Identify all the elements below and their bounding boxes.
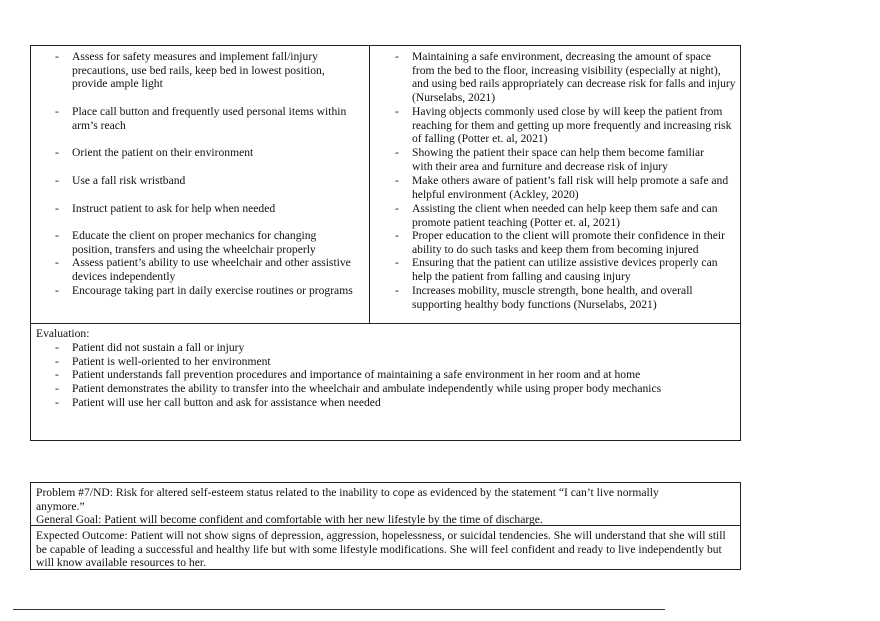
evaluation-item: - Patient is well-oriented to her environment (55, 354, 271, 368)
rationale-item: - Make others aware of patient’s fall risk will help promote a safe and helpful environment (Ackley, 2020) (395, 174, 729, 201)
rationale-item: - Maintaining a safe environment, decreasing the amount of space from the bed to the floor, increasing visibility (especially at night), and using bed rails appropriately can decrease risk for falls and injury (Nurselabs, 2021) (395, 50, 736, 105)
intervention-item: - Assess for safety measures and implement fall/injury precautions, use bed rails, keep bed in lowest position, provide ample light (55, 50, 325, 91)
problem-statement: Problem #7/ND: Risk for altered self-esteem status related to the inability to cope as evidenced by the statement “I can’t live normally anymore.” (36, 486, 659, 513)
intervention-item: - Use a fall risk wristband (55, 174, 186, 187)
intervention-item: - Assess patient’s ability to use wheelchair and other assistive devices independently (55, 256, 351, 283)
evaluation-heading: Evaluation: (36, 327, 90, 340)
evaluation-item: - Patient did not sustain a fall or injury (55, 341, 245, 354)
rationale-item: - Showing the patient their space can help them become familiar with their area and furniture and decrease risk of injury (395, 146, 704, 173)
rationale-item: - Assisting the client when needed can help keep them safe and can promote patient teaching (Potter et. al, 2021) (395, 202, 718, 229)
evaluation-item: - Patient will use her call button and ask for assistance when needed (55, 395, 381, 409)
column-divider (369, 45, 370, 324)
rationale-item: - Increases mobility, muscle strength, bone health, and overall supporting healthy body functions (Nurselabs, 2021) (395, 284, 693, 311)
problem-box (30, 482, 741, 526)
intervention-item: - Place call button and frequently used personal items within arm’s reach (55, 105, 347, 132)
general-goal: General Goal: Patient will become confident and comfortable with her new lifestyle by the time of discharge. (36, 513, 543, 527)
footer-rule (13, 609, 665, 610)
evaluation-item: - Patient demonstrates the ability to transfer into the wheelchair and ambulate independently while using proper body mechanics (55, 382, 662, 396)
intervention-item: - Instruct patient to ask for help when needed (55, 202, 276, 215)
expected-outcome-box (30, 525, 741, 570)
rationale-item: - Proper education to the client will promote their confidence in their ability to do such tasks and keep them from becoming injured (395, 229, 725, 256)
evaluation-item: - Patient understands fall prevention procedures and importance of maintaining a safe environment in her room and at home (55, 368, 641, 382)
rationale-item: - Ensuring that the patient can utilize assistive devices properly can help the patient from falling and causing injury (395, 256, 718, 283)
evaluation-list (55, 341, 732, 410)
intervention-item: - Encourage taking part in daily exercise routines or programs (55, 284, 353, 297)
intervention-item: - Educate the client on proper mechanics for changing position, transfers and using the wheelchair properly (55, 229, 317, 256)
expected-outcome-text: Expected Outcome: Patient will not show signs of depression, aggression, hopelessness, or suicidal tendencies. She will understand that she will still be capable of leading a successful and healthy life but with some lifestyle modifications. She will feel confident and ready to live independently but will know available resources to her. (36, 529, 726, 570)
row-divider (30, 323, 741, 324)
intervention-item: - Orient the patient on their environment (55, 146, 254, 159)
rationale-item: - Having objects commonly used close by will keep the patient from reaching for them and getting up more frequently and increasing risk of falling (Potter et. al, 2021) (395, 105, 732, 146)
